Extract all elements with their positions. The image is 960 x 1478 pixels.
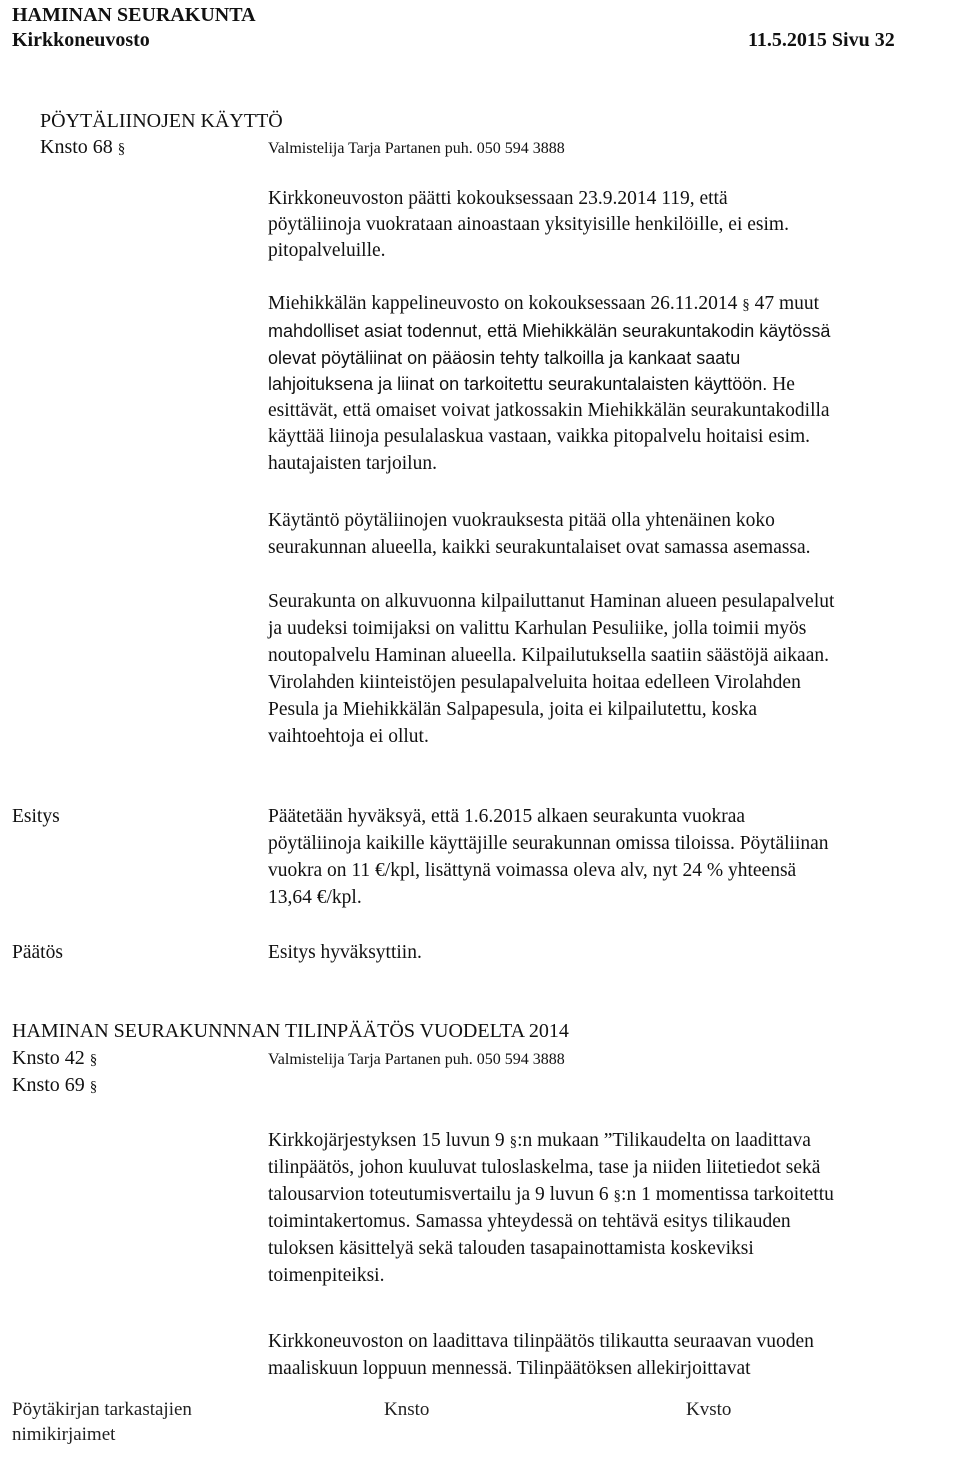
proposal-line: 13,64 €/kpl. xyxy=(268,887,362,908)
section-mark: § xyxy=(613,1188,622,1204)
preparer-1: Valmistelija Tarja Partanen puh. 050 594 3888 xyxy=(268,140,565,157)
paragraph-line: maaliskuun loppuun mennessä. Tilinpäätöksen allekirjoittavat xyxy=(268,1358,751,1379)
section-mark: § xyxy=(117,141,126,157)
paragraph-line: Kirkkoneuvoston on laadittava tilinpäätös tilikautta seuraavan vuoden xyxy=(268,1331,814,1352)
paragraph-line: tuloksen käsittelyä sekä talouden tasapainottamista koskeviksi xyxy=(268,1238,754,1259)
footer-label-line1: Pöytäkirjan tarkastajien xyxy=(12,1399,192,1420)
paragraph-line: noutopalvelu Haminan alueella. Kilpailutuksella saatiin säästöjä aikaan. xyxy=(268,645,829,666)
section-ref-2b: Knsto 69 § xyxy=(12,1074,98,1096)
organization-name: HAMINAN SEURAKUNTA xyxy=(12,4,256,26)
paragraph-line: talousarvion toteutumisvertailu ja 9 luvun 6 §:n 1 momentissa tarkoitettu xyxy=(268,1184,834,1205)
paragraph-line: esittävät, että omaiset voivat jatkossakin Miehikkälän seurakuntakodilla xyxy=(268,400,830,421)
proposal-line: Päätetään hyväksyä, että 1.6.2015 alkaen seurakunta vuokraa xyxy=(268,806,746,827)
paragraph-line: Seurakunta on alkuvuonna kilpailuttanut Haminan alueen pesulapalvelut xyxy=(268,591,835,612)
paragraph-line: vaihtoehtoja ei ollut. xyxy=(268,726,429,747)
paragraph-line: tilinpäätös, johon kuuluvat tuloslaskelma, tase ja niiden liitetiedot sekä xyxy=(268,1157,821,1178)
paragraph-line: käyttää liinoja pesulalaskua vastaan, vaikka pitopalvelu hoitaisi esim. xyxy=(268,426,811,447)
paragraph-line: lahjoituksena ja liinat on tarkoitettu seurakuntalaisten käyttöön. He xyxy=(268,374,795,395)
section-mark: § xyxy=(89,1079,98,1095)
section-ref-2a: Knsto 42 § xyxy=(12,1047,98,1069)
date-page: 11.5.2015 Sivu 32 xyxy=(748,29,895,51)
paragraph-line: seurakunnan alueella, kaikki seurakuntalaiset ovat samassa asemassa. xyxy=(268,537,811,558)
paragraph-line: hautajaisten tarjoilun. xyxy=(268,453,437,474)
paragraph-line: Käytäntö pöytäliinojen vuokrauksesta pitää olla yhtenäinen koko xyxy=(268,510,775,531)
paragraph-line: toimintakertomus. Samassa yhteydessä on tehtävä esitys tilikauden xyxy=(268,1211,791,1232)
body-name: Kirkkoneuvosto xyxy=(12,29,150,51)
paragraph-line: Miehikkälän kappelineuvosto on kokouksessaan 26.11.2014 § 47 muut xyxy=(268,293,820,314)
proposal-line: vuokra on 11 €/kpl, lisättynä voimassa oleva alv, nyt 24 % yhteensä xyxy=(268,860,797,881)
section-ref-1: Knsto 68 § xyxy=(40,136,126,158)
footer-knsto: Knsto xyxy=(384,1399,430,1420)
section-mark: § xyxy=(509,1134,518,1150)
decision-text: Esitys hyväksyttiin. xyxy=(268,942,422,963)
proposal-line: pöytäliinoja kaikille käyttäjille seurakunnan omissa tiloissa. Pöytäliinan xyxy=(268,833,829,854)
section-mark: § xyxy=(742,297,750,313)
section-mark: § xyxy=(89,1052,98,1068)
paragraph-line: olevat pöytäliinat on pääosin tehty talkoilla ja kankaat saatu xyxy=(268,348,741,368)
paragraph-line: Virolahden kiinteistöjen pesulapalveluita hoitaa edelleen Virolahden xyxy=(268,672,801,693)
paragraph-line: Pesula ja Miehikkälän Salpapesula, joita ei kilpailutettu, koska xyxy=(268,699,758,720)
paragraph-line: toimenpiteiksi. xyxy=(268,1265,385,1286)
paragraph-line: mahdolliset asiat todennut, että Miehikkälän seurakuntakodin käytössä xyxy=(268,321,831,341)
paragraph-line: Kirkkoneuvoston päätti kokouksessaan 23.9.2014 119, että xyxy=(268,188,728,209)
section-title-1: PÖYTÄLIINOJEN KÄYTTÖ xyxy=(40,110,283,132)
preparer-2: Valmistelija Tarja Partanen puh. 050 594 3888 xyxy=(268,1051,565,1068)
esitys-label: Esitys xyxy=(12,806,60,827)
paragraph-line: pitopalveluille. xyxy=(268,240,386,261)
paragraph-line: Kirkkojärjestyksen 15 luvun 9 §:n mukaan ”Tilikaudelta on laadittava xyxy=(268,1130,811,1151)
paatos-label: Päätös xyxy=(12,942,63,963)
paragraph-line: pöytäliinoja vuokrataan ainoastaan yksityisille henkilöille, ei esim. xyxy=(268,214,789,235)
footer-label-line2: nimikirjaimet xyxy=(12,1424,116,1445)
footer-kvsto: Kvsto xyxy=(686,1399,732,1420)
section-title-2: HAMINAN SEURAKUNNNAN TILINPÄÄTÖS VUODELTA 2014 xyxy=(12,1020,569,1042)
paragraph-line: ja uudeksi toimijaksi on valittu Karhulan Pesuliike, jolla toimii myös xyxy=(268,618,807,639)
